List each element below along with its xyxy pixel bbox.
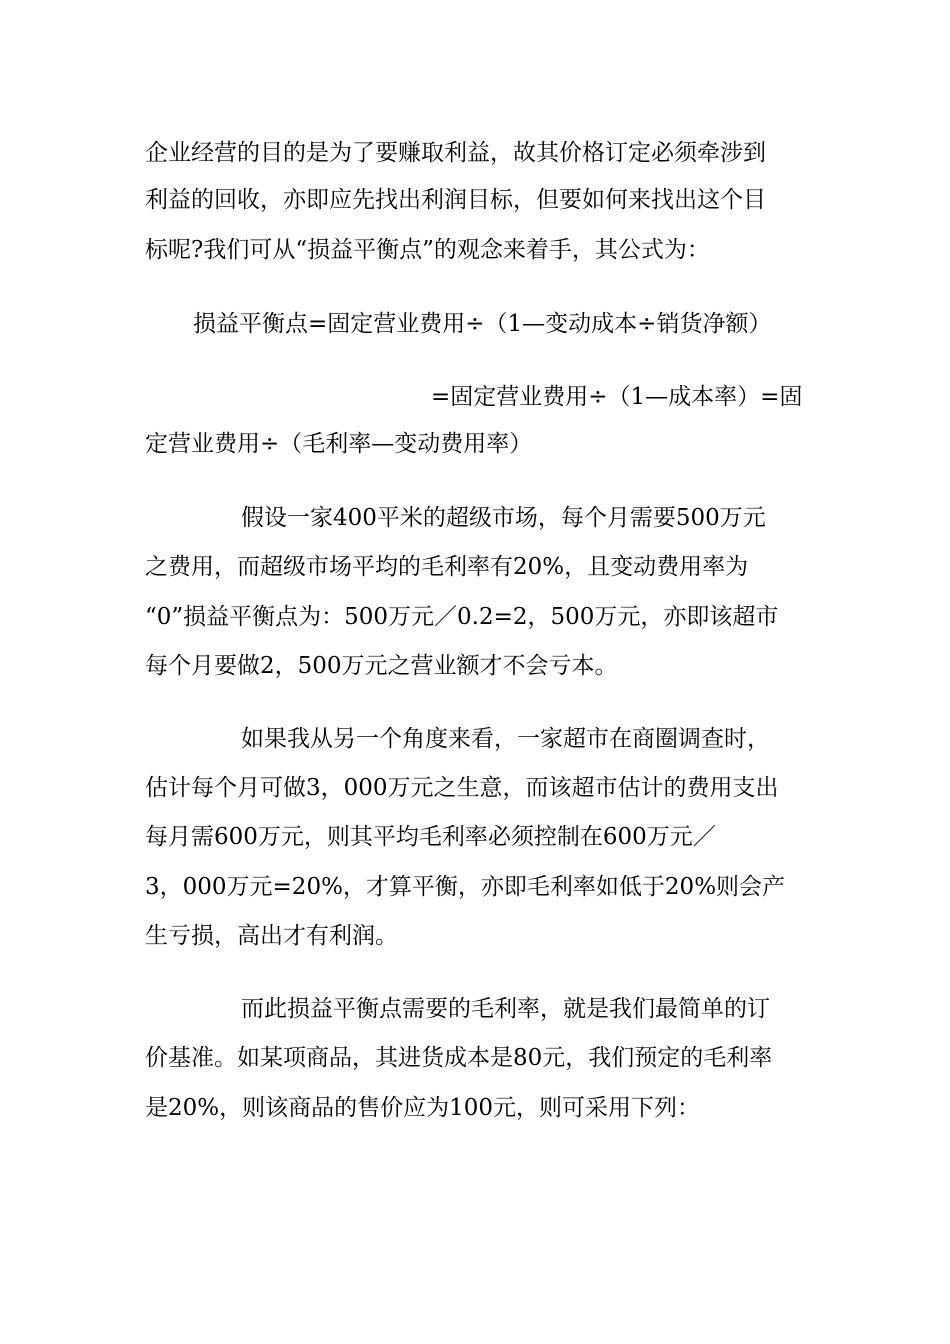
- paragraph-2-line-3: “0”损益平衡点为：500万元／0.2=2，500万元，亦即该超市: [145, 604, 779, 630]
- paragraph-3-line-3: 每月需600万元，则其平均毛利率必须控制在600万元／: [145, 824, 716, 850]
- paragraph-3-line-1: 如果我从另一个角度来看，一家超市在商圈调查时，: [241, 726, 770, 752]
- paragraph-2-line-4: 每个月要做2，500万元之营业额才不会亏本。: [145, 653, 618, 679]
- paragraph-3-line-5: 生亏损，高出才有利润。: [145, 923, 398, 949]
- formula-line-3: 定营业费用÷（毛利率—变动费用率）: [145, 431, 533, 457]
- paragraph-2-line-2: 之费用，而超级市场平均的毛利率有20%，且变动费用率为: [145, 554, 749, 580]
- paragraph-1-line-2: 利益的回收，亦即应先找出利润目标，但要如何来找出这个目: [145, 187, 766, 213]
- paragraph-4-line-2: 价基准。如某项商品，其进货成本是80元，我们预定的毛利率: [145, 1045, 773, 1071]
- paragraph-4-line-1: 而此损益平衡点需要的毛利率，就是我们最简单的订: [241, 996, 770, 1022]
- paragraph-4-line-3: 是20%，则该商品的售价应为100元，则可采用下列：: [145, 1095, 701, 1121]
- formula-line-2: =固定营业费用÷（1—成本率）=固: [431, 384, 803, 410]
- paragraph-1-line-1: 企业经营的目的是为了要赚取利益，故其价格订定必须牵涉到: [145, 140, 766, 166]
- paragraph-3-line-4: 3，000万元=20%，才算平衡，亦即毛利率如低于20%则会产: [145, 874, 786, 900]
- paragraph-2-line-1: 假设一家400平米的超级市场，每个月需要500万元: [241, 505, 766, 531]
- paragraph-3-line-2: 估计每个月可做3，000万元之生意，而该超市估计的费用支出: [145, 775, 779, 801]
- paragraph-1-line-3: 标呢?我们可从“损益平衡点”的观念来着手，其公式为：: [145, 237, 710, 263]
- formula-line-1: 损益平衡点=固定营业费用÷（1—变动成本÷销货净额）: [193, 311, 772, 337]
